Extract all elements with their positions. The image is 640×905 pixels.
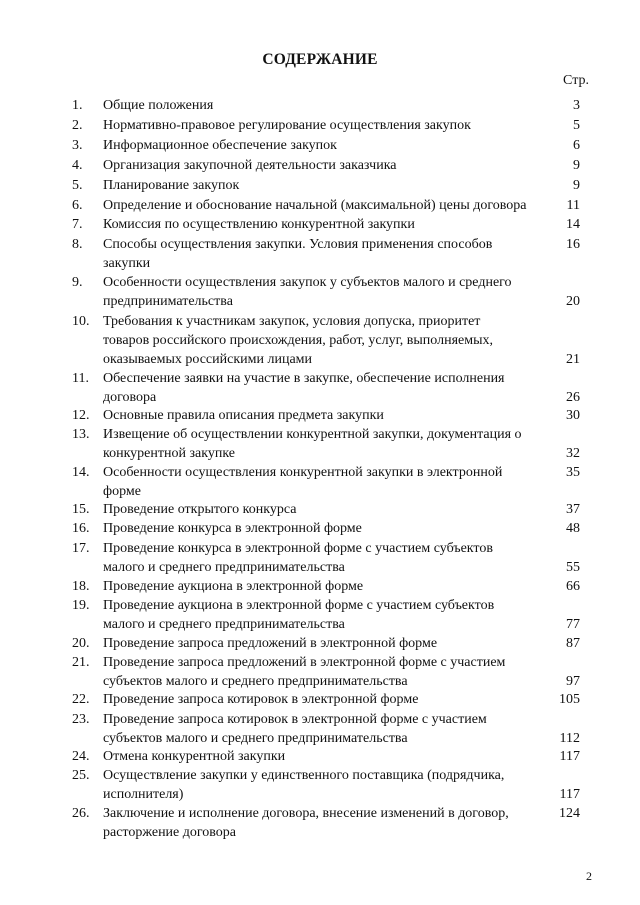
toc-entry-title xyxy=(103,766,555,804)
toc-entry-line: Заключение и исполнение договора, внесение изменений в договор, xyxy=(103,806,509,821)
toc-entry-title xyxy=(103,312,555,369)
toc-entry-number: 5. xyxy=(72,178,83,193)
toc-entry-number: 16. xyxy=(72,521,90,536)
toc-entry-line: Комиссия по осуществлению конкурентной закупки xyxy=(103,217,415,232)
toc-entry-title xyxy=(103,539,555,577)
toc-entry-line: Проведение аукциона в электронной форме с участием субъектов xyxy=(103,598,495,613)
toc-entry-line: Особенности осуществления конкурентной закупки в электронной xyxy=(103,465,503,480)
toc-entry-title xyxy=(103,196,555,215)
toc-entry-line: Нормативно-правовое регулирование осуществления закупок xyxy=(103,118,471,133)
toc-entry-title xyxy=(103,136,555,155)
toc-entry-line: товаров российского происхождения, работ, услуг, выполняемых, xyxy=(103,333,494,348)
toc-entry-title xyxy=(103,577,555,596)
toc-entry-page: 21 xyxy=(566,352,580,367)
toc-entry-page: 77 xyxy=(566,617,580,632)
toc-entry-page: 37 xyxy=(566,502,580,517)
toc-entry-line: Проведение запроса котировок в электронной форме с участием xyxy=(103,712,487,727)
toc-entry-number: 2. xyxy=(72,118,83,133)
toc-entry-page: 48 xyxy=(566,521,580,536)
toc-entry-page: 3 xyxy=(573,98,580,113)
toc-entry-page: 66 xyxy=(566,579,580,594)
toc-entry-page: 117 xyxy=(559,787,580,802)
toc-entry-line: закупки xyxy=(103,256,151,271)
toc-entry-title xyxy=(103,176,555,195)
toc-entry-line: Способы осуществления закупки. Условия применения способов xyxy=(103,237,493,252)
toc-entry-line: форме xyxy=(103,484,141,499)
toc-heading: СОДЕРЖАНИЕ xyxy=(262,51,378,68)
toc-entry-line: договора xyxy=(103,390,157,405)
toc-entry-line: субъектов малого и среднего предпринимательства xyxy=(103,674,408,689)
toc-entry-page: 9 xyxy=(573,178,580,193)
toc-entry-number: 3. xyxy=(72,138,83,153)
toc-entry-line: Обеспечение заявки на участие в закупке, обеспечение исполнения xyxy=(103,371,505,386)
toc-entry-line: Проведение аукциона в электронной форме xyxy=(103,579,364,594)
toc-entry-number: 25. xyxy=(72,768,90,783)
toc-entry-line: субъектов малого и среднего предпринимательства xyxy=(103,731,408,746)
toc-entry-line: Проведение запроса котировок в электронной форме xyxy=(103,692,419,707)
toc-entry-line: Проведение запроса предложений в электронной форме xyxy=(103,636,438,651)
toc-entry-number: 8. xyxy=(72,237,83,252)
page-column-header: Стр. xyxy=(563,73,589,88)
toc-entry-line: Информационное обеспечение закупок xyxy=(103,138,337,153)
toc-entry-page: 35 xyxy=(566,465,580,480)
toc-entry-title xyxy=(103,519,555,538)
toc-entry-title xyxy=(103,653,555,691)
toc-entry-line: Организация закупочной деятельности заказчика xyxy=(103,158,397,173)
toc-entry-line: Требования к участникам закупок, условия допуска, приоритет xyxy=(103,314,481,329)
toc-entry-number: 23. xyxy=(72,712,90,727)
toc-entry-line: Основные правила описания предмета закупки xyxy=(103,408,384,423)
toc-entry-title xyxy=(103,273,555,311)
toc-entry-title xyxy=(103,369,555,407)
toc-entry-page: 97 xyxy=(566,674,580,689)
toc-entry-page: 124 xyxy=(559,806,580,821)
toc-entry-line: конкурентной закупке xyxy=(103,446,236,461)
toc-entry-title xyxy=(103,690,555,709)
toc-entry-page: 5 xyxy=(573,118,580,133)
toc-entry-page: 16 xyxy=(566,237,580,252)
toc-entry-line: Проведение конкурса в электронной форме с участием субъектов xyxy=(103,541,493,556)
page-number: 2 xyxy=(586,869,592,883)
toc-entry-page: 87 xyxy=(566,636,580,651)
toc-entry-number: 1. xyxy=(72,98,83,113)
toc-entry-number: 6. xyxy=(72,198,83,213)
toc-entry-line: предпринимательства xyxy=(103,294,233,309)
toc-entry-title xyxy=(103,156,555,175)
toc-entry-number: 24. xyxy=(72,749,90,764)
toc-entry-title xyxy=(103,406,555,425)
toc-entry-page: 55 xyxy=(566,560,580,575)
toc-entry-number: 9. xyxy=(72,275,83,290)
toc-entry-line: расторжение договора xyxy=(103,825,237,840)
toc-entry-line: Проведение открытого конкурса xyxy=(103,502,297,517)
toc-entry-line: оказываемых российскими лицами xyxy=(103,352,313,367)
toc-entry-line: Проведение запроса предложений в электронной форме с участием xyxy=(103,655,506,670)
toc-entry-title xyxy=(103,96,555,115)
toc-entry-line: исполнителя) xyxy=(103,787,184,802)
toc-entry-title xyxy=(103,463,555,501)
toc-entry-number: 15. xyxy=(72,502,90,517)
toc-entry-line: малого и среднего предпринимательства xyxy=(103,617,345,632)
toc-entry-title xyxy=(103,116,555,135)
toc-entry-title xyxy=(103,235,555,273)
toc-entry-title xyxy=(103,215,555,234)
toc-entry-page: 117 xyxy=(559,749,580,764)
toc-entry-line: Общие положения xyxy=(103,98,214,113)
toc-entry-number: 4. xyxy=(72,158,83,173)
toc-entry-page: 112 xyxy=(559,731,580,746)
toc-entry-line: Извещение об осуществлении конкурентной закупки, документация о xyxy=(103,427,522,442)
toc-entry-page: 30 xyxy=(566,408,580,423)
toc-entry-number: 20. xyxy=(72,636,90,651)
toc-entry-page: 9 xyxy=(573,158,580,173)
toc-entry-number: 17. xyxy=(72,541,90,556)
toc-entry-line: Отмена конкурентной закупки xyxy=(103,749,286,764)
toc-entry-line: Планирование закупок xyxy=(103,178,240,193)
toc-entry-number: 19. xyxy=(72,598,90,613)
toc-entry-title xyxy=(103,710,555,748)
toc-entry-page: 14 xyxy=(566,217,580,232)
toc-entry-line: малого и среднего предпринимательства xyxy=(103,560,345,575)
toc-entry-number: 22. xyxy=(72,692,90,707)
toc-entry-title xyxy=(103,634,555,653)
toc-entry-title xyxy=(103,500,555,519)
toc-entry-number: 11. xyxy=(72,371,89,386)
toc-entry-page: 11 xyxy=(566,198,580,213)
toc-entry-line: Проведение конкурса в электронной форме xyxy=(103,521,362,536)
toc-entry-page: 26 xyxy=(566,390,580,405)
toc-entry-number: 18. xyxy=(72,579,90,594)
toc-entry-page: 32 xyxy=(566,446,580,461)
toc-entry-page: 105 xyxy=(559,692,580,707)
toc-entry-title xyxy=(103,425,555,463)
toc-entry-number: 26. xyxy=(72,806,90,821)
toc-entry-line: Определение и обоснование начальной (максимальной) цены договора xyxy=(103,198,527,213)
toc-entry-number: 12. xyxy=(72,408,90,423)
toc-entry-title xyxy=(103,596,555,634)
toc-entry-page: 6 xyxy=(573,138,580,153)
toc-entry-number: 14. xyxy=(72,465,90,480)
toc-entry-number: 13. xyxy=(72,427,90,442)
toc-entry-page: 20 xyxy=(566,294,580,309)
toc-entry-number: 10. xyxy=(72,314,90,329)
toc-entry-line: Осуществление закупки у единственного поставщика (подрядчика, xyxy=(103,768,505,783)
toc-entry-number: 7. xyxy=(72,217,83,232)
toc-entry-title xyxy=(103,804,555,842)
toc-entry-line: Особенности осуществления закупок у субъектов малого и среднего xyxy=(103,275,512,290)
toc-entry-title xyxy=(103,747,555,766)
toc-entry-number: 21. xyxy=(72,655,90,670)
